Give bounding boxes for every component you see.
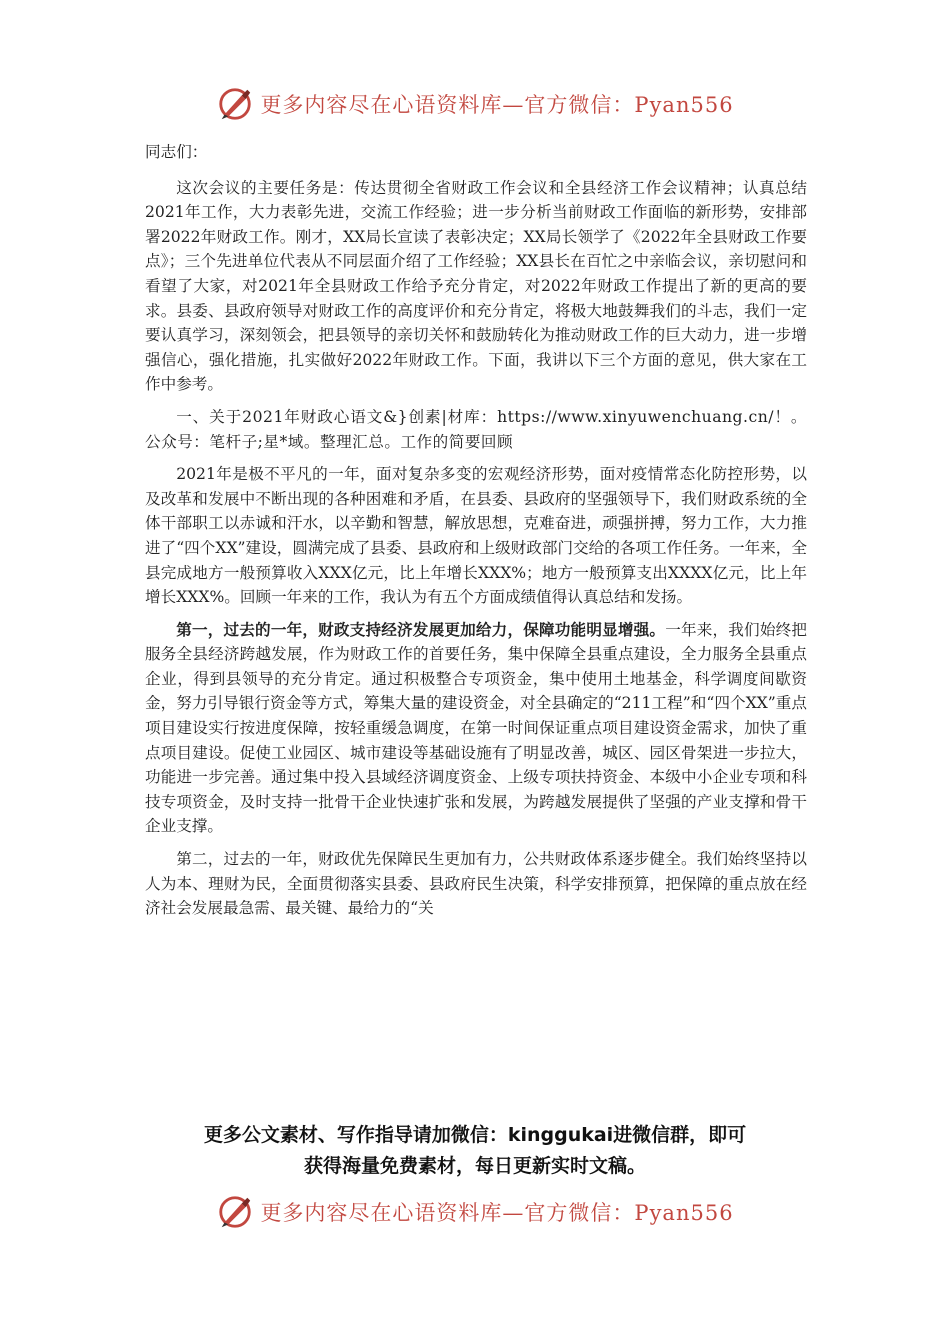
watermark-text: 更多内容尽在心语资料库—官方微信：Pyan556	[260, 1201, 734, 1225]
promo-line-1: 更多公文素材、写作指导请加微信：kinggukai进微信群，即可	[203, 1124, 747, 1146]
paragraph-review: 2021年是极不平凡的一年，面对复杂多变的宏观经济形势，面对疫情常态化防控形势，以及改革和发展中不断出现的各种困难和矛盾，在县委、县政府的坚强领导下，我们财政系统的全体干部职工以赤诚和汗水，以辛勤和智慧，解放思想，克难奋进，顽强拼搏，努力工作，大力推进了“四个XX”建设，圆满完成了县委、县政府和上级财政部门交给的各项工作任务。一年来，全县完成地方一般预算收入XXX亿元，比上年增长XXX%；地方一般预算支出XXXX亿元，比上年增长XXX%。回顾一年来的工作，我认为有五个方面成绩值得认真总结和发扬。	[145, 465, 807, 607]
section-heading-one: 一、关于2021年财政心语文&}创素|材库：https://www.xinyuwenchuang.cn/！。公众号：笔杆子;星*域。整理汇总。工作的简要回顾	[145, 407, 807, 451]
first-point-lead: 第一，过去的一年，财政支持经济发展更加给力，保障功能明显增强。	[176, 619, 666, 639]
document-body	[145, 140, 807, 929]
promo-notice	[140, 1120, 810, 1182]
promo-line-2: 获得海量免费素材，每日更新实时文稿。	[303, 1155, 646, 1177]
paragraph-first-point	[145, 618, 807, 839]
footer-watermark-banner	[0, 1192, 950, 1232]
pen-logo-icon	[216, 85, 254, 123]
paragraph-second-point: 第二，过去的一年，财政优先保障民生更加有力，公共财政体系逐步健全。我们始终坚持以人为本、理财为民，全面贯彻落实县委、县政府民生决策，科学安排预算，把保障的重点放在经济社会发展最急需、最关键、最给力的“关	[145, 850, 807, 918]
watermark-text: 更多内容尽在心语资料库—官方微信：Pyan556	[260, 93, 734, 117]
pen-logo-icon	[216, 1193, 254, 1231]
salutation: 同志们：	[145, 143, 208, 161]
first-point-body: 一年来，我们始终把服务全县经济跨越发展，作为财政工作的首要任务，集中保障全县重点建设，全力服务全县重点企业，得到县领导的充分肯定。通过积极整合专项资金，集中使用土地基金，科学调度间歇资金，努力引导银行资金等方式，筹集大量的建设资金，对全县确定的“211工程”和“四个XX”重点项目建设实行按进度保障，按轻重缓急调度，在第一时间保证重点项目建设资金需求，加快了重点项目建设。促使工业园区、城市建设等基础设施有了明显改善，城区、园区骨架进一步拉大，功能进一步完善。通过集中投入县域经济调度资金、上级专项扶持资金、本级中小企业专项和科技专项资金，及时支持一批骨干企业快速扩张和发展，为跨越发展提供了坚强的产业支撑和骨干企业支撑。	[145, 620, 807, 836]
paragraph-intro: 这次会议的主要任务是：传达贯彻全省财政工作会议和全县经济工作会议精神；认真总结2021年工作，大力表彰先进，交流工作经验；进一步分析当前财政工作面临的新形势，安排部署2022年财政工作。刚才，XX局长宣读了表彰决定；XX局长领学了《2022年全县财政工作要点》；三个先进单位代表从不同层面介绍了工作经验；XX县长在百忙之中亲临会议，亲切慰问和看望了大家，对2021年全县财政工作给予充分肯定，对2022年财政工作提出了新的更高的要求。县委、县政府领导对财政工作的高度评价和充分肯定，将极大地鼓舞我们的斗志，我们一定要认真学习，深刻领会，把县领导的亲切关怀和鼓励转化为推动财政工作的巨大动力，进一步增强信心，强化措施，扎实做好2022年财政工作。下面，我讲以下三个方面的意见，供大家在工作中参考。	[145, 178, 807, 394]
header-watermark-banner	[0, 84, 950, 124]
